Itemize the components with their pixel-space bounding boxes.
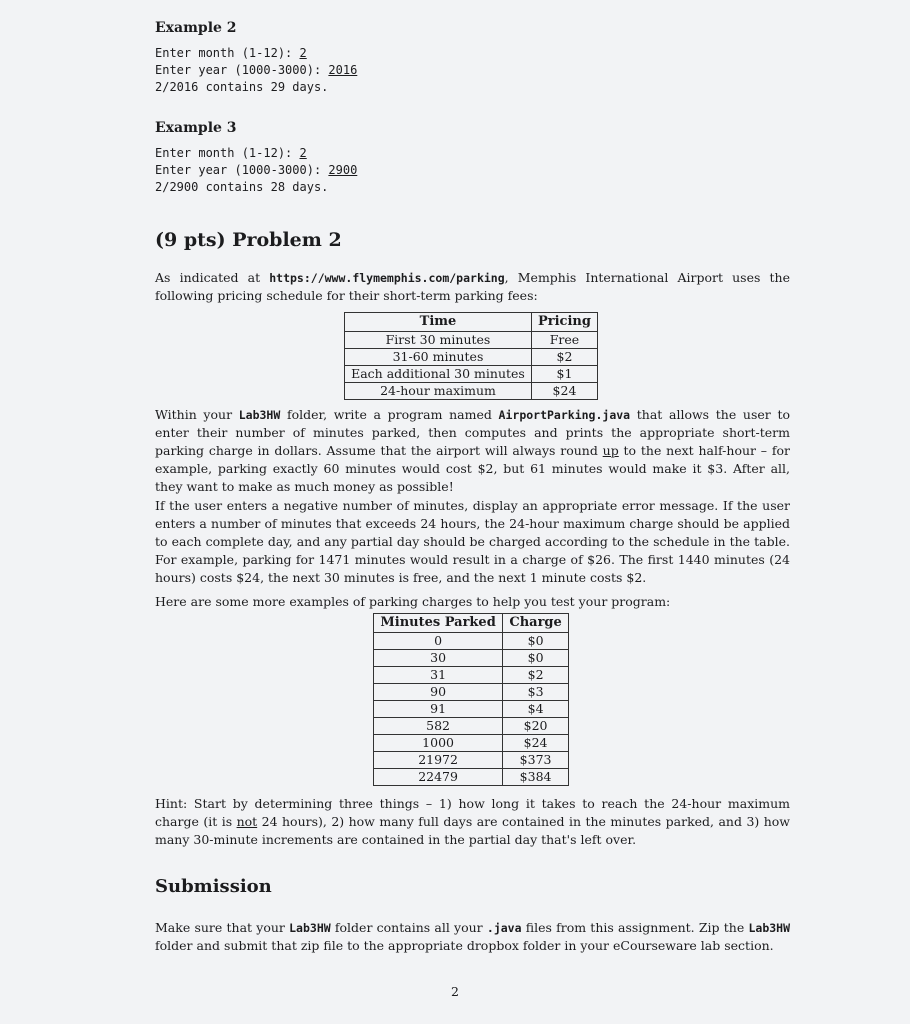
lab3hw-folder-code: Lab3HW [289,921,331,935]
intro-text-after: , Memphis International Airport uses the following pricing schedule for their short-term parking fees: [155,270,790,303]
example-3-input-month: 2 [299,146,307,160]
example-2-result: 2/2016 contains 29 days. [155,80,329,94]
charge-examples-table [373,613,569,786]
problem-2-paragraph-1 [155,406,790,496]
table-row [374,667,569,684]
example-2 [155,20,790,96]
charge-cell: $24 [503,735,569,752]
examples-header-charge: Charge [503,614,569,633]
example-3-prompt-month: Enter month (1-12): [155,146,300,160]
examples-table-header-row [374,614,569,633]
example-3-output [155,145,790,196]
examples-header-minutes: Minutes Parked [374,614,503,633]
minutes-cell: 582 [374,718,503,735]
minutes-cell: 22479 [374,769,503,786]
example-3-result: 2/2900 contains 28 days. [155,180,329,194]
pricing-time-cell: 24-hour maximum [345,383,532,400]
table-row [345,349,598,366]
table-row [374,684,569,701]
charge-cell: $0 [503,633,569,650]
minutes-cell: 0 [374,633,503,650]
parking-url: https://www.flymemphis.com/parking [269,271,505,285]
example-2-input-year: 2016 [328,63,358,77]
intro-text-before: As indicated at [155,270,270,285]
table-row [345,383,598,400]
hint-paragraph [155,795,790,849]
airportparking-file-code: AirportParking.java [498,408,631,422]
hint-text-1: Hint: Start by determining three things – 1) how long it takes to reach the 24-hour maximum charge (it is [155,796,790,829]
problem-2-paragraph-3: Here are some more examples of parking charges to help you test your program: [155,594,671,609]
charge-cell: $3 [503,684,569,701]
example-2-prompt-month: Enter month (1-12): [155,46,300,60]
java-ext-code: .java [486,921,522,935]
para1-text-2: folder, write a program named [280,407,499,422]
table-row [374,701,569,718]
minutes-cell: 30 [374,650,503,667]
example-2-title: Example 2 [155,20,237,36]
submission-text-1: Make sure that your [155,920,290,935]
table-row [374,752,569,769]
charge-cell: $2 [503,667,569,684]
table-row [374,769,569,786]
submission-text-4: folder and submit that zip file to the appropriate dropbox folder in your eCourseware lab section. [155,938,774,953]
table-row [374,718,569,735]
example-3-prompt-year: Enter year (1000-3000): [155,163,329,177]
minutes-cell: 21972 [374,752,503,769]
table-row [345,366,598,383]
submission-text-3: files from this assignment. Zip the [521,920,749,935]
minutes-cell: 91 [374,701,503,718]
pricing-value-cell: Free [531,332,597,349]
para1-text-4: to the next half-hour – for example, parking exactly 60 minutes would cost $2, but 61 minutes would make it $3. After all, they want to make as much money as possible! [155,443,790,494]
pricing-value-cell: $2 [531,349,597,366]
pricing-header-time: Time [345,313,532,332]
minutes-cell: 90 [374,684,503,701]
table-row [374,735,569,752]
para1-text-3: that allows the user to enter their number of minutes parked, then computes and prints the appropriate short-term parking charge in dollars. Assume that the airport will always round [155,407,790,458]
table-row [345,332,598,349]
charge-cell: $0 [503,650,569,667]
example-2-input-month: 2 [299,46,307,60]
hint-text-2: 24 hours), 2) how many full days are contained in the minutes parked, and 3) how many 30-minute increments are contained in the partial day that's left over. [155,814,791,847]
example-2-output [155,45,790,96]
example-2-prompt-year: Enter year (1000-3000): [155,63,329,77]
para1-underlined-up: up [602,443,619,458]
page-number: 2 [451,984,459,999]
minutes-cell: 31 [374,667,503,684]
pricing-value-cell: $24 [531,383,597,400]
pricing-time-cell: 31-60 minutes [345,349,532,366]
example-3-title: Example 3 [155,120,237,136]
submission-heading: Submission [155,876,272,897]
hint-underlined-not: not [236,814,258,829]
lab3hw-folder-code: Lab3HW [238,408,281,422]
submission-paragraph [155,919,790,955]
problem-2-heading: (9 pts) Problem 2 [155,229,342,251]
para1-text-1: Within your [155,407,239,422]
lab3hw-folder-code: Lab3HW [748,921,791,935]
table-row [374,633,569,650]
charge-cell: $384 [503,769,569,786]
pricing-header-pricing: Pricing [531,313,597,332]
pricing-table-header-row [345,313,598,332]
problem-2-intro [155,269,790,305]
example-3-input-year: 2900 [328,163,358,177]
pricing-value-cell: $1 [531,366,597,383]
table-row [374,650,569,667]
pricing-table [344,312,598,400]
charge-cell: $373 [503,752,569,769]
example-3 [155,120,790,196]
charge-cell: $4 [503,701,569,718]
charge-cell: $20 [503,718,569,735]
submission-text-2: folder contains all your [330,920,487,935]
minutes-cell: 1000 [374,735,503,752]
pricing-time-cell: First 30 minutes [345,332,532,349]
pricing-time-cell: Each additional 30 minutes [345,366,532,383]
problem-2-paragraph-2: If the user enters a negative number of minutes, display an appropriate error message. If the user enters a number of minutes that exceeds 24 hours, the 24-hour maximum charge should be applied to each complete day, and any partial day should be charged according to the schedule in the table. For example, parking for 1471 minutes would result in a charge of $26. The first 1440 minutes (24 hours) costs $24, the next 30 minutes is free, and the next 1 minute costs $2. [155,498,790,585]
